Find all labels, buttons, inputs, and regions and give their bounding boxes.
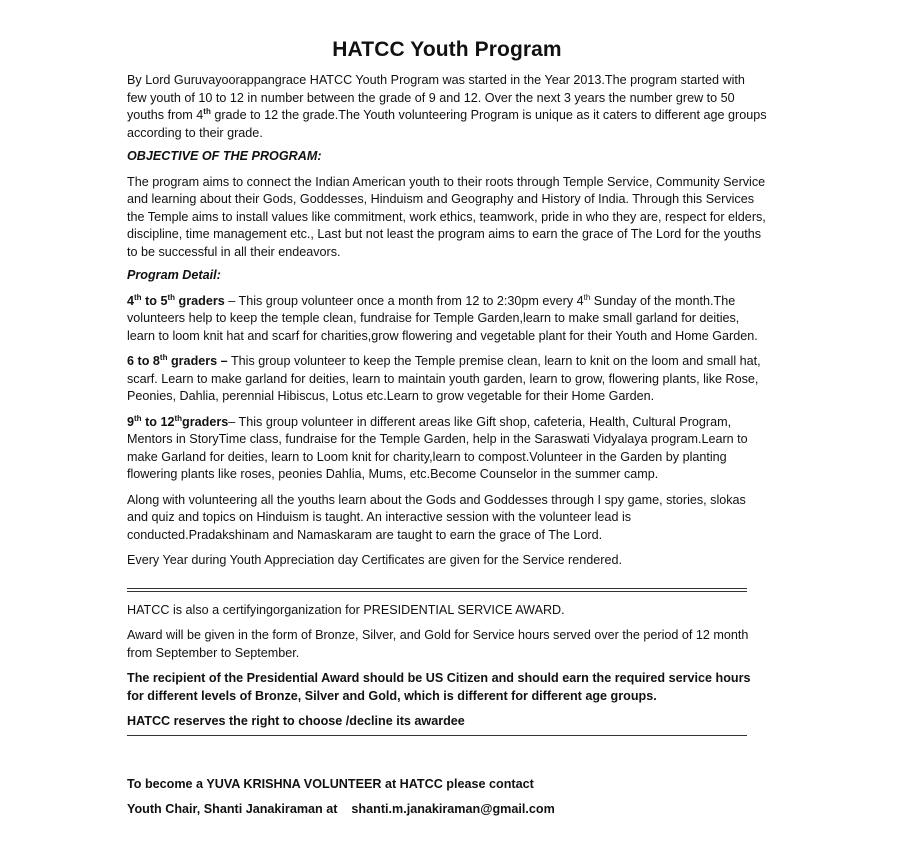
every-year-paragraph: Every Year during Youth Appreciation day Certificates are given for the Service rendered. <box>127 553 622 567</box>
bottom-divider <box>127 735 747 736</box>
section-divider <box>127 588 747 592</box>
group-6-8-text: This group volunteer to keep the Temple premise clean, learn to knit on the loom and small hat, scarf. Learn to make garland for deities, learn to maintain youth garden, learn to grow, flowering plants, like Rose, Peonies, Dahlia, perennial Hibiscus, Lotus etc.Learn to grow vegetable for their Home Garden. <box>127 354 761 403</box>
reserves-paragraph: HATCC reserves the right to choose /decline its awardee <box>127 714 465 728</box>
contact-label: Youth Chair, Shanti Janakiraman at <box>127 802 338 816</box>
objective-paragraph: The program aims to connect the Indian American youth to their roots through Temple Service, Community Service and learning about their Gods, Goddesses, Hinduism and Geography and History of India. Through this Services the Temple aims to install values like commitment, work ethics, teamwork, pride in who they are, respect for elders, discipline, time management etc., Last but not least the program aims to earn the grace of The Lord for the youths to be successful in all their endeavors. <box>127 174 766 259</box>
group-9-12-text: – This group volunteer in different areas like Gift shop, cafeteria, Health, Cultural Program, Mentors in StoryTime class, fundraise for the Temple Garden, help in the Saraswati Vidyalaya program.Learn to make Garland for deities, learn to Loom knit for charity,learn to compost.Volunteer in the Garden by planting flowering plants like roses, peonies Dahlia, Mums, etc.Become Counselor in the summer camp. <box>127 414 748 481</box>
award-form-paragraph: Award will be given in the form of Bronze, Silver, and Gold for Service hours served over the period of 12 month from September to September. <box>127 628 749 660</box>
objective-heading: OBJECTIVE OF THE PROGRAM: <box>127 149 322 163</box>
group-9-12-paragraph <box>127 414 767 484</box>
certifying-paragraph: HATCC is also a certifyingorganization for PRESIDENTIAL SERVICE AWARD. <box>127 602 565 617</box>
intro-tail-text: grade to 12 the grade.The Youth volunteering Program is unique as it caters to different age groups according to their grade. <box>127 108 767 140</box>
contact-email: shanti.m.janakiraman@gmail.com <box>351 802 555 816</box>
recipient-paragraph: The recipient of the Presidential Award should be US Citizen and should earn the required service hours for different levels of Bronze, Silver and Gold, which is different for different age groups. <box>127 671 751 703</box>
page-title: HATCC Youth Program <box>332 38 562 61</box>
program-detail-heading: Program Detail: <box>127 268 221 282</box>
group-4-5-text: – This group volunteer once a month from 12 to 2:30pm every 4 <box>224 293 584 308</box>
group-4-5-paragraph: 4th to 5th graders – This group volunteer once a month from 12 to 2:30pm every 4th Sunday of the month.The volunteers help to keep the temple clean, fundraise for Temple Garden,learn to make small garland for deities, learn to loom knit hat and scarf for charities,grow flowering and vegetable plant for their Youth and Home Garden. <box>127 292 758 343</box>
intro-superscript: th <box>203 107 211 116</box>
document-body <box>127 38 767 819</box>
intro-paragraph <box>127 72 767 142</box>
along-paragraph: Along with volunteering all the youths learn about the Gods and Goddesses through I spy game, stories, slokas and quiz and topics on Hinduism is taught. An interactive session with the volunteer lead is conducted.Pradakshinam and Namaskaram are taught to earn the grace of The Lord. <box>127 492 746 542</box>
intro-text: By Lord Guruvayoorappangrace HATCC Youth Program was started in the Year 2013.The program started with few youth of 10 to 12 in number between the grade of 9 and 12. Over the next 3 years the number grew to 50 youths from 4 <box>127 73 745 122</box>
contact-line-2 <box>127 801 767 819</box>
group-4-5-label: 4th to 5th graders <box>127 292 225 308</box>
group-6-8-paragraph <box>127 353 767 406</box>
group-6-8-label: 6 to 8th graders – <box>127 353 228 368</box>
contact-line-1: To become a YUVA KRISHNA VOLUNTEER at HATCC please contact <box>127 776 534 791</box>
group-9-12-label: 9th to 12thgraders <box>127 413 229 429</box>
group-4-5-text-continued: Sunday of the month.The volunteers help to keep the temple clean, fundraise for Temple Garden,learn to make small garland for deities, learn to loom knit hat and scarf for charities,grow flowering and vegetable plant for their Youth and Home Garden. <box>127 293 758 343</box>
